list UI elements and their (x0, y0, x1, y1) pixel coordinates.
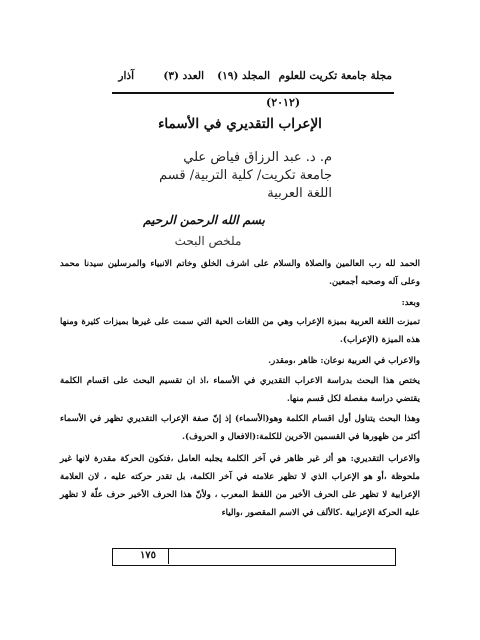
author-affiliation: جامعة تكريت/ كلية التربية/ قسم (159, 168, 332, 183)
abstract-heading: ملخص البحث (174, 234, 242, 248)
page-number: ١٧٥ (128, 548, 169, 564)
paragraph-types: والاعراب في العربية نوعان: ظاهر ،ومقدر. (268, 356, 420, 366)
paragraph-nouns: وهذا البحث يتناول أول اقسام الكلمة وهو(الأسماء) إذ إنّ صفة الإعراب التقديري تظهر في الأسماء أكثر من ظهورها في القسمين الآخرين للكلمة:(الافعال و الحروف). (60, 414, 420, 442)
issue-label: العدد (٣) (163, 70, 204, 82)
month-label: آذار (118, 70, 134, 82)
paragraph-arabic-distinction: تميزت اللغة العربية بميزة الإعراب وهي من اللغات الحية التي سمت على غيرها بميزات كثيرة ومنها هذه الميزة (الإعراب). (60, 317, 420, 345)
paragraph-ammaba3d: وبعد: (401, 298, 420, 308)
paragraph-scope: يختص هذا البحث بدراسة الاعراب التقديري في الأسماء ،اذ ان تقسيم البحث على اقسام الكلمة يقتضي دراسة مفصلة لكل قسم منها. (60, 376, 420, 404)
volume-label: المجلد (١٩) (217, 70, 270, 82)
basmala: بسم الله الرحمن الرحيم (143, 213, 265, 227)
article-title: الإعراب التقديري في الأسماء (158, 116, 322, 132)
author-department: اللغة العربية (267, 186, 332, 201)
journal-name: مجلة جامعة تكريت للعلوم (278, 70, 392, 82)
year-label: (٢٠١٢) (266, 96, 301, 109)
paragraph-intro: الحمد لله رب العالمين والصلاة والسلام على اشرف الخلق وخاتم الانبياء والمرسلين سيدنا محمد وعلى آله وصحبه أجمعين. (60, 259, 420, 287)
header-rule (112, 92, 394, 94)
author-name: م. د. عبد الرزاق فياض علي (183, 150, 332, 165)
paragraph-definition: والاعراب التقديري: هو أثر غير ظاهر في آخر الكلمة يجلبه العامل ،فتكون الحركة مقدرة لانها غير ملحوظة ،أو هو الإعراب الذي لا تظهر علامته في آخر الكلمة، بل تقدر حركته عليه ، لان العلامة الإعرابية لا تظهر على الحرف الأخير من اللفظ المعرب ، ولأنّ هذا الحرف الأخير حرف علّة لا تظهر عليه الحركة الإعرابية .كالألف في الاسم المقصور ،والياء (60, 454, 420, 518)
